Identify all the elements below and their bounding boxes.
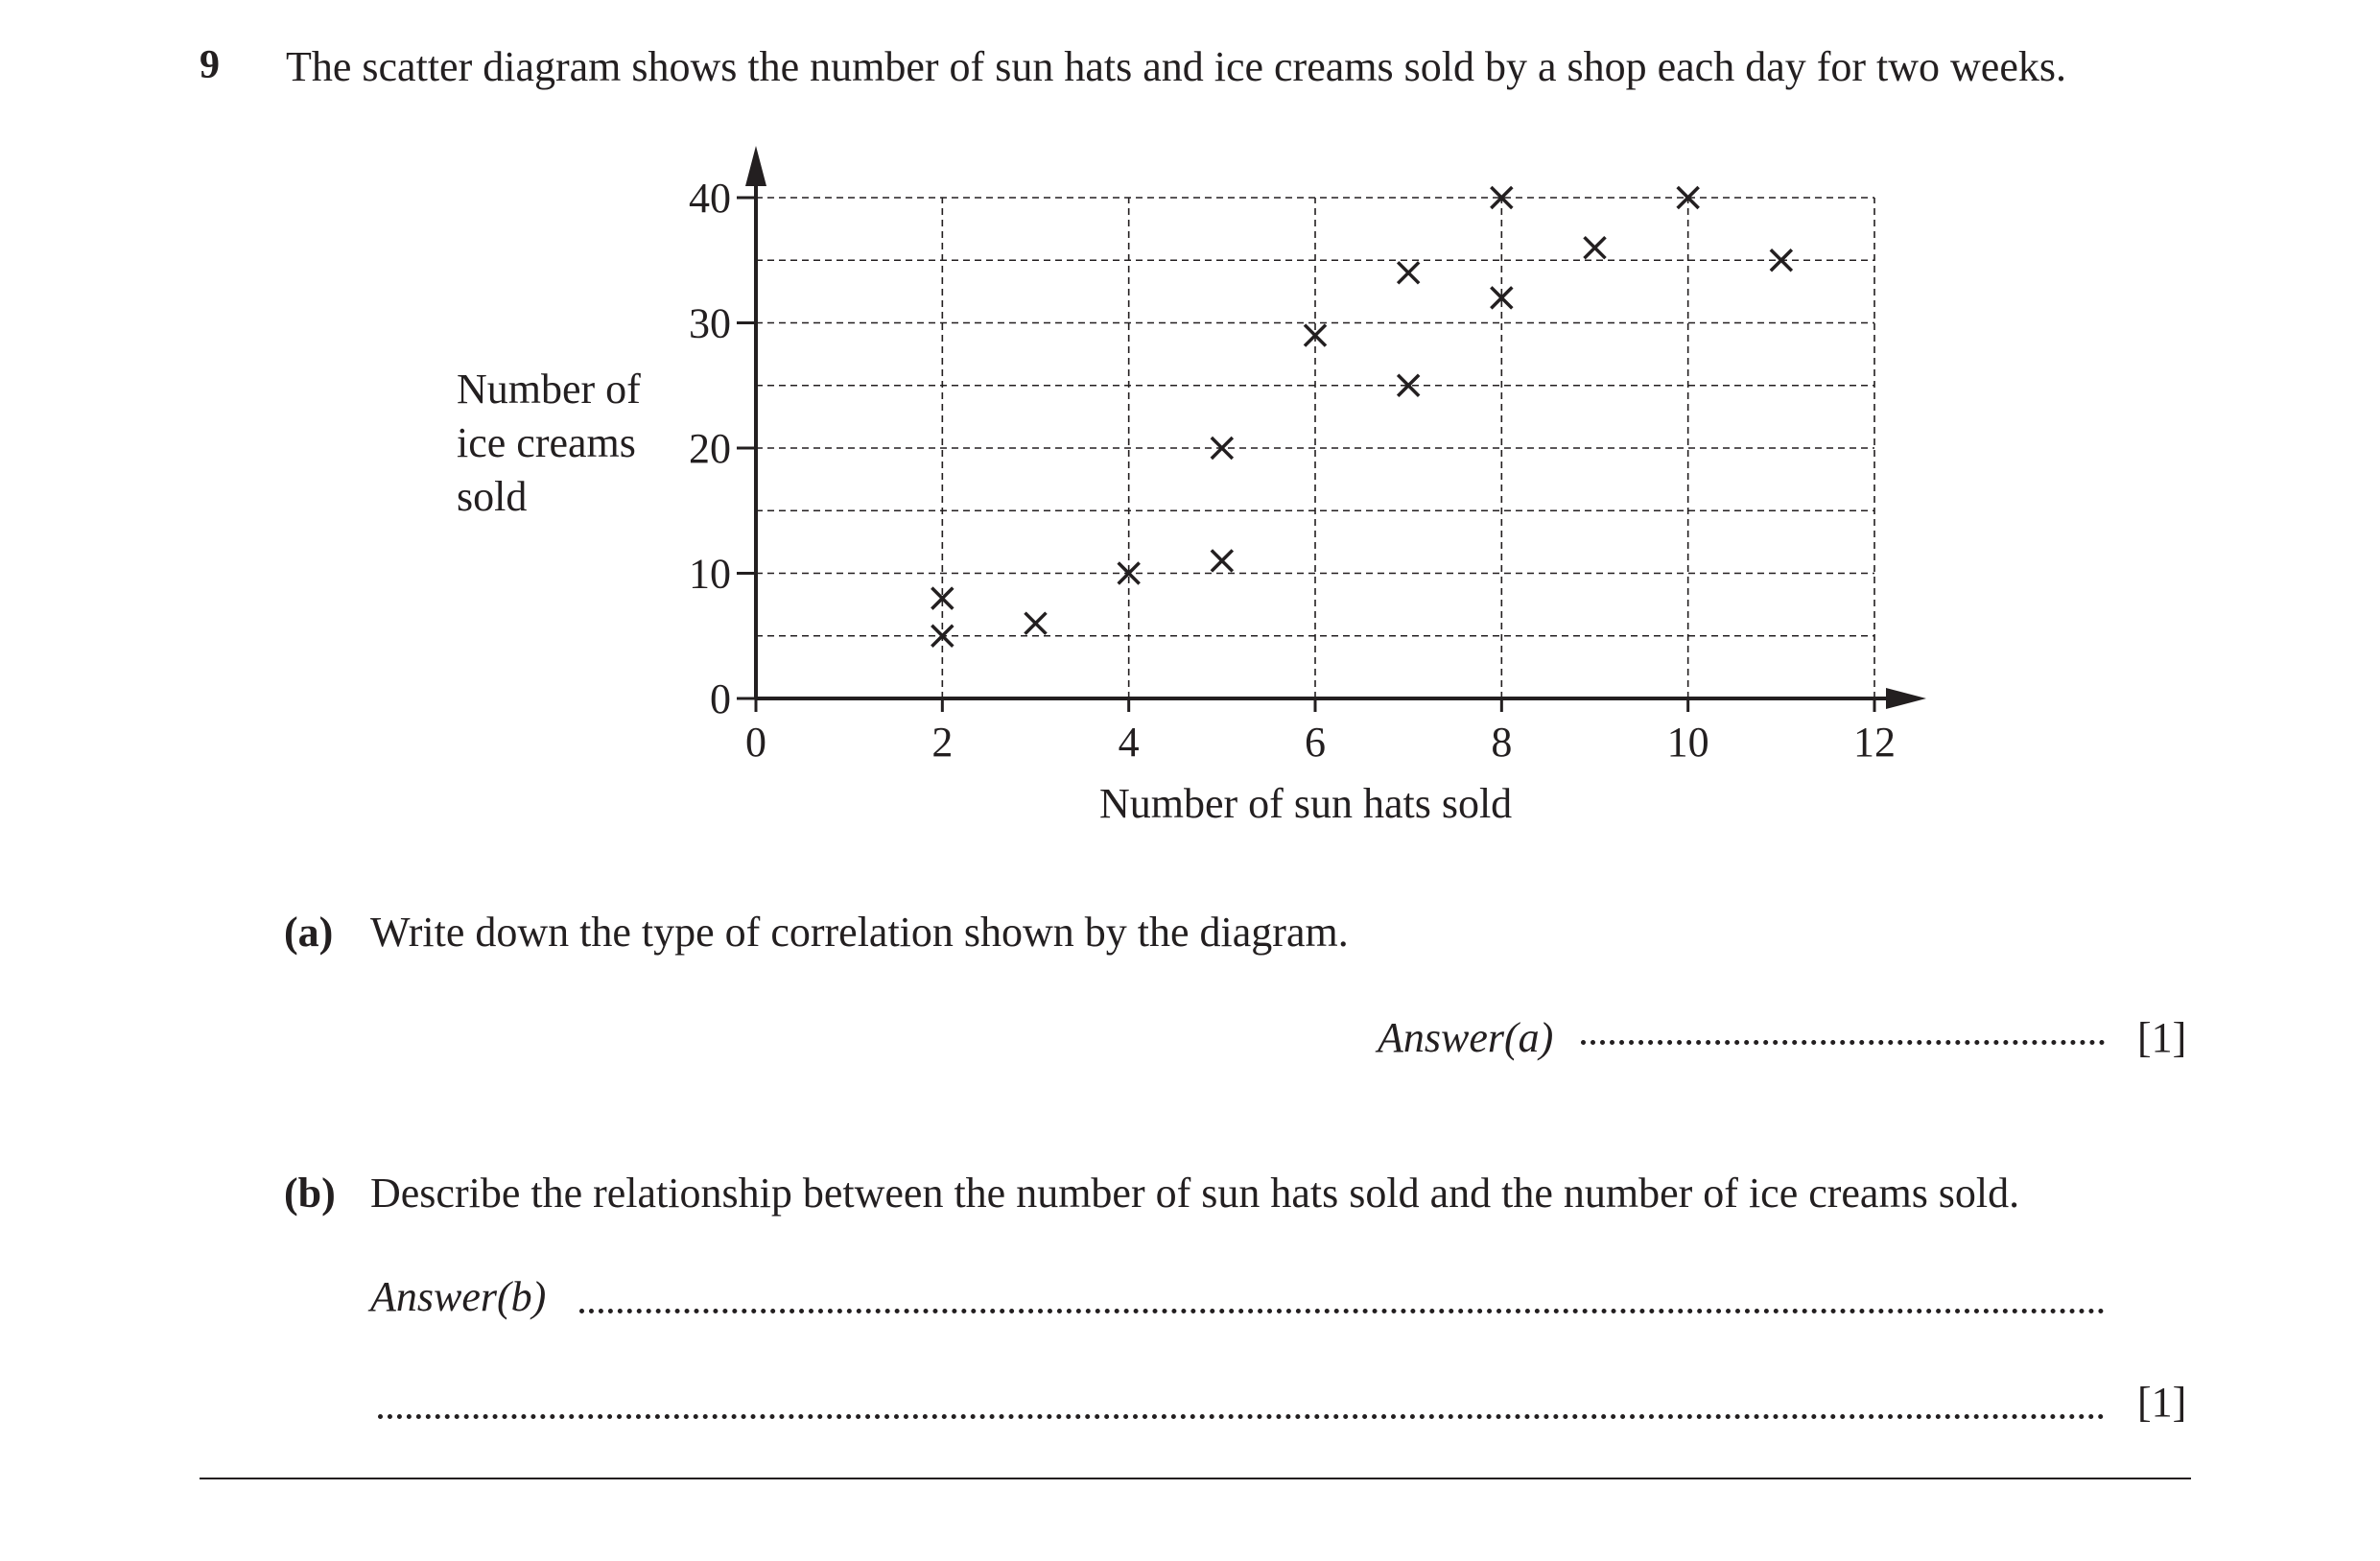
data-point-cross-icon: [1025, 613, 1047, 634]
grid-lines: [756, 198, 1874, 698]
tick-marks: [689, 175, 1896, 766]
question-number: 9: [200, 43, 220, 87]
part-b-text: Describe the relationship between the number of sun hats sold and the number of ice creams sold.: [370, 1170, 2020, 1217]
y-axis-arrow-icon: [745, 146, 766, 186]
question-text: The scatter diagram shows the number of sun hats and ice creams sold by a shop each day for two weeks.: [286, 43, 2066, 90]
part-b-mark: [1]: [2137, 1379, 2187, 1426]
x-tick-label: 4: [1118, 719, 1140, 766]
part-a-mark: [1]: [2137, 1014, 2187, 1061]
x-tick-label: 12: [1853, 719, 1896, 766]
x-axis-arrow-icon: [1886, 688, 1926, 709]
data-point-cross-icon: [1585, 237, 1606, 258]
y-tick-label: 20: [689, 425, 731, 472]
y-tick-label: 30: [689, 299, 731, 347]
x-tick-label: 6: [1305, 719, 1326, 766]
x-axis-label: Number of sun hats sold: [1099, 780, 1513, 827]
answer-b-line-1[interactable]: [579, 1309, 2105, 1313]
x-tick-label: 10: [1666, 719, 1709, 766]
x-tick-label: 8: [1491, 719, 1513, 766]
part-b-label: (b): [284, 1170, 336, 1217]
x-tick-label: 2: [931, 719, 954, 766]
part-a-label: (a): [284, 909, 334, 956]
y-tick-label: 10: [689, 550, 731, 598]
y-tick-label: 0: [710, 675, 731, 722]
axes: [745, 146, 1926, 709]
answer-a-line[interactable]: [1581, 1040, 2105, 1045]
bottom-rule: [200, 1478, 2191, 1479]
data-point-cross-icon: [1212, 550, 1233, 571]
y-tick-label: 40: [689, 175, 731, 222]
y-axis-label-text: Number of ice creams sold: [457, 366, 641, 520]
data-points: [931, 187, 1792, 647]
data-point-cross-icon: [1398, 262, 1419, 283]
answer-b-label: Answer(b): [370, 1273, 547, 1320]
part-a-text: Write down the type of correlation shown by the diagram.: [370, 909, 1349, 956]
x-tick-label: 0: [745, 719, 766, 766]
answer-b-line-2[interactable]: [378, 1414, 2105, 1419]
answer-a-label: Answer(a): [1378, 1014, 1554, 1061]
